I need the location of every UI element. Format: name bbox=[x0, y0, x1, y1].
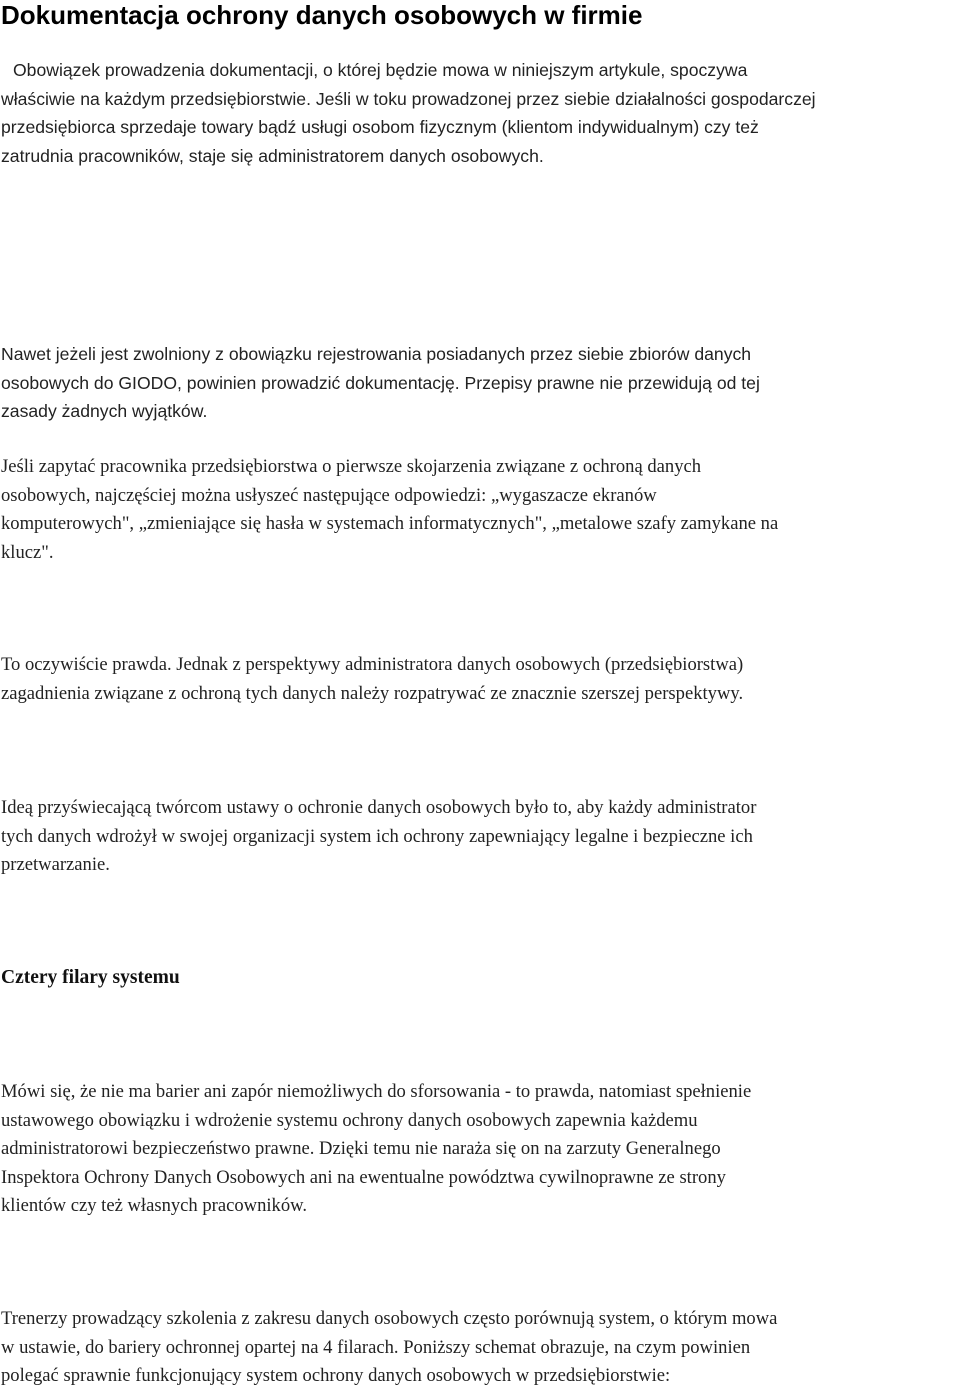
text-line: przetwarzanie. bbox=[1, 854, 110, 875]
text-line: komputerowych", „zmieniające się hasła w systemach informatycznych", „metalowe szafy zamykane na bbox=[1, 513, 779, 534]
text-line: Mówi się, że nie ma barier ani zapór niemożliwych do sforsowania - to prawda, natomiast spełnienie bbox=[1, 1081, 752, 1102]
page-title: Dokumentacja ochrony danych osobowych w firmie bbox=[1, 0, 643, 30]
paragraph-barriers bbox=[1, 1078, 959, 1221]
text-line: Ideą przyświecającą twórcom ustawy o ochronie danych osobowych było to, aby każdy administrator bbox=[1, 797, 757, 818]
text-line: ustawowego obowiązku i wdrożenie systemu ochrony danych osobowych zapewnia każdemu bbox=[1, 1109, 698, 1131]
text-line: klientów czy też własnych pracowników. bbox=[1, 1195, 308, 1216]
text-line: przedsiębiorca sprzedaje towary bądź usługi osobom fizycznym (klientom indywidualnym) czy też bbox=[1, 117, 759, 137]
text-line: polegać sprawnie funkcjonujący system ochrony danych osobowych w przedsiębiorstwie: bbox=[1, 1365, 671, 1386]
text-line: To oczywiście prawda. Jednak z perspektywy administratora danych osobowych (przedsiębiorstwa) bbox=[1, 654, 744, 675]
text-line: właściwie na każdym przedsiębiorstwie. Jeśli w toku prowadzonej przez siebie działalności gospodarczej bbox=[1, 88, 816, 109]
paragraph-associations bbox=[1, 453, 959, 567]
paragraph-statute-idea bbox=[1, 794, 959, 880]
text-line: administratorowi bezpieczeństwo prawne. Dzięki temu nie naraża się on na zarzuty Generalnego bbox=[1, 1138, 721, 1159]
text-line: Nawet jeżeli jest zwolniony z obowiązku rejestrowania posiadanych przez siebie zbiorów danych bbox=[1, 344, 752, 364]
section-heading: Cztery filary systemu bbox=[1, 967, 180, 988]
text-line: Jeśli zapytać pracownika przedsiębiorstwa o pierwsze skojarzenia związane z ochroną danych bbox=[1, 456, 702, 477]
text-line: klucz". bbox=[1, 541, 54, 563]
text-line: Obowiązek prowadzenia dokumentacji, o której będzie mowa w niniejszym artykule, spoczywa bbox=[13, 60, 748, 80]
paragraph-trainers bbox=[1, 1305, 959, 1391]
paragraph-perspective bbox=[1, 651, 959, 708]
text-line: osobowych do GIODO, powinien prowadzić dokumentację. Przepisy prawne nie przewidują od tej bbox=[1, 372, 760, 393]
text-line: Trenerzy prowadzący szkolenia z zakresu danych osobowych często porównują system, o którym mowa bbox=[1, 1308, 778, 1329]
text-line: zasady żadnych wyjątków. bbox=[1, 401, 208, 421]
text-line: w ustawie, do bariery ochronnej opartej na 4 filarach. Poniższy schemat obrazuje, na czym powinien bbox=[1, 1336, 751, 1358]
intro-paragraph bbox=[1, 56, 959, 170]
text-line: zatrudnia pracowników, staje się administratorem danych osobowych. bbox=[1, 145, 544, 166]
text-line: Inspektora Ochrony Danych Osobowych ani na ewentualne powództwa cywilnoprawne ze strony bbox=[1, 1166, 726, 1188]
text-line: tych danych wdrożył w swojej organizacji system ich ochrony zapewniający legalne i bezpieczne ich bbox=[1, 825, 753, 847]
text-line: osobowych, najczęściej można usłyszeć następujące odpowiedzi: „wygaszacze ekranów bbox=[1, 484, 657, 506]
text-line: zagadnienia związane z ochroną tych danych należy rozpatrywać ze znacznie szerszej perspektywy. bbox=[1, 682, 744, 704]
paragraph-giodo bbox=[1, 340, 959, 426]
